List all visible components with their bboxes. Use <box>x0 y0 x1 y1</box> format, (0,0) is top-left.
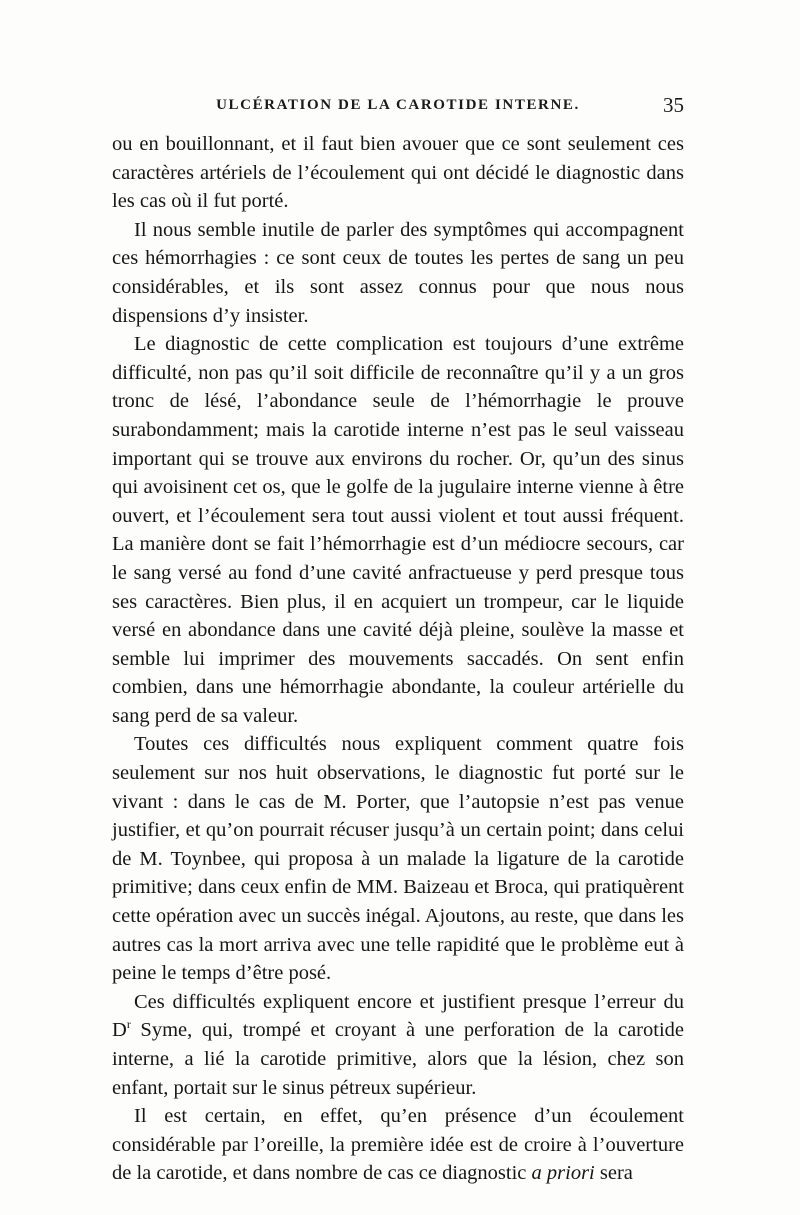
doctor-superscript: r <box>126 1017 131 1032</box>
paragraph-syme <box>112 988 684 1102</box>
a-priori-italic: a priori <box>531 1162 595 1185</box>
page-header <box>112 93 684 123</box>
paragraph-difficulties: Toutes ces difficultés nous expliquent comment quatre fois seulement sur nos huit observations, le diagnostic fut porté sur le vivant : dans le cas de M. Porter, que l’autopsie n’est pas venue justifier, et qu’on pourrait récuser jusqu’à un certain point; dans celui de M. Toynbee, qui proposa à un malade la ligature de la carotide primitive; dans ceux enfin de MM. Baizeau et Broca, qui pratiquèrent cette opération avec un succès inégal. Ajoutons, au reste, que dans les autres cas la mort arriva avec une telle rapidité que le problème eut à peine le temps d’être posé. <box>112 733 684 985</box>
paragraph-symptoms: Il nous semble inutile de parler des symptômes qui accompagnent ces hémorrhagies : ce sont ceux de toutes les pertes de sang un peu considérables, et ils sont assez connus pour que nous nous dispensions d’y insister. <box>112 218 684 327</box>
syme-text-before: Ces difficultés expliquent encore et justifient presque l’erreur du D <box>112 990 684 1042</box>
page-number: 35 <box>663 93 684 117</box>
paragraph-diagnosis: Le diagnostic de cette complication est toujours d’une extrême difficulté, non pas qu’il soit difficile de reconnaître qu’il y a un gros tronc de lésé, l’abondance seule de l’hémorrhagie le prouve surabondamment; mais la carotide interne n’est pas le seul vaisseau important qui se trouve aux environs du rocher. Or, qu’un des sinus qui avoisinent cet os, que le golfe de la jugulaire interne vienne à être ouvert, et l’écoulement sera tout aussi violent et tout aussi fréquent. La manière dont se fait l’hémorrhagie est d’un médiocre secours, car le sang versé au fond d’une cavité anfractueuse y perd presque tous ses caractères. Bien plus, il en acquiert un trompeur, car le liquide versé en abondance dans une cavité déjà pleine, soulève la masse et semble lui imprimer des mouvements saccadés. On sent enfin combien, dans une hémorrhagie abondante, la couleur artérielle du sang perd de sa valeur. <box>112 333 684 727</box>
running-head: ULCÉRATION DE LA CAROTIDE INTERNE. <box>216 97 580 113</box>
certain-text-before: Il est certain, en effet, qu’en présence d’un écoulement considérable par l’oreille, la première idée est de croire à l’ouverture de la carotide, et dans nombre de cas ce diagnostic <box>112 1105 684 1185</box>
paragraph-certain <box>112 1102 684 1188</box>
body-text <box>112 130 684 1188</box>
paragraph-continuation: ou en bouillonnant, et il faut bien avouer que ce sont seulement ces caractères artériels de l’écoulement qui ont décidé le diagnostic dans les cas où il fut porté. <box>112 133 684 213</box>
syme-text-after: Syme, qui, trompé et croyant à une perforation de la carotide interne, a lié la carotide primitive, alors que la lésion, chez son enfant, portait sur le sinus pétreux supérieur. <box>112 1019 684 1099</box>
certain-text-after: sera <box>594 1162 633 1185</box>
